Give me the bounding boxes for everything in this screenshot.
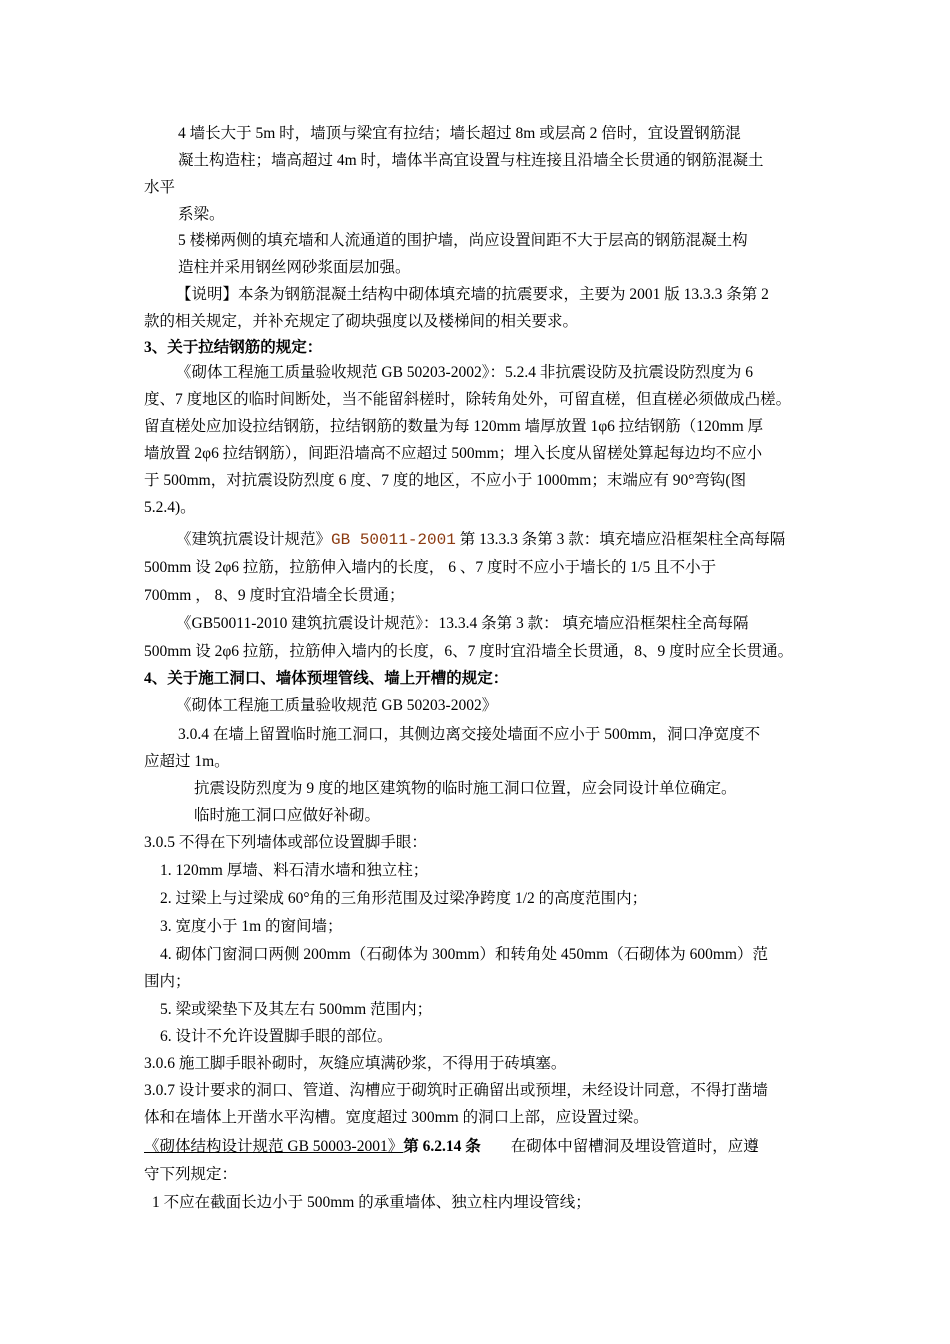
text-line: 临时施工洞口应做好补砌。 — [194, 807, 381, 824]
text-line: 系梁。 — [178, 206, 225, 223]
text-line: 应超过 1m。 — [144, 753, 230, 770]
text-line: 体和在墙体上开凿水平沟槽。宽度超过 300mm 的洞口上部，应设置过梁。 — [144, 1109, 649, 1126]
text-line: 抗震设防烈度为 9 度的地区建筑物的临时施工洞口位置，应会同设计单位确定。 — [194, 780, 737, 797]
list-item: 5. 梁或梁垫下及其左右 500mm 范围内； — [160, 1001, 433, 1018]
text-line: 于 500mm，对抗震设防烈度 6 度、7 度的地区，不应小于 1000mm；末端应有 90°弯钩(图 — [144, 472, 747, 489]
citation-text: 在砌体中留槽洞及埋设管道时，应遵 — [510, 1138, 759, 1155]
citation-title: 《建筑抗震设计规范》 — [176, 531, 332, 548]
code-reference: GB 50011-2001 — [331, 531, 456, 549]
text-line — [144, 1137, 759, 1157]
text-line: 500mm 设 2φ6 拉筋，拉筋伸入墙内的长度， 6 、7 度时不应小于墙长的 1/5 且不小于 — [144, 559, 717, 576]
text-line: 3.0.5 不得在下列墙体或部位设置脚手眼： — [144, 834, 427, 851]
list-item: 4. 砌体门窗洞口两侧 200mm（石砌体为 300mm）和转角处 450mm（石砌体为 600mm）范 — [160, 946, 768, 963]
section-heading: 4、关于施工洞口、墙体预埋管线、墙上开槽的规定： — [144, 670, 509, 687]
text-line: 5 楼梯两侧的填充墙和人流通道的围护墙，尚应设置间距不大于层高的钢筋混凝土构 — [178, 232, 748, 249]
text-line — [176, 530, 785, 550]
text-line: 4 墙长大于 5m 时，墙顶与梁宜有拉结；墙长超过 8m 或层高 2 倍时，宜设置钢筋混 — [178, 125, 741, 142]
text-line: 守下列规定： — [144, 1166, 238, 1183]
text-line: 水平 — [144, 179, 176, 196]
text-line: 度、7 度地区的临时间断处，当不能留斜槎时，除转角处外，可留直槎，但直槎必须做成凸槎。 — [144, 391, 792, 408]
citation-title: 《砌体结构设计规范 GB 50003-2001》 — [144, 1138, 404, 1155]
list-item: 2. 过梁上与过梁成 60°角的三角形范围及过梁净跨度 1/2 的高度范围内； — [160, 890, 648, 907]
text-line: 700mm ， 8、9 度时宜沿墙全长贯通； — [144, 587, 405, 604]
text-line: 3.0.7 设计要求的洞口、管道、沟槽应于砌筑时正确留出或预埋，未经设计同意，不得打凿墙 — [144, 1082, 768, 1099]
text-line: 3.0.4 在墙上留置临时施工洞口，其侧边离交接处墙面不应小于 500mm，洞口净宽度不 — [178, 726, 761, 743]
text-line: 3.0.6 施工脚手眼补砌时，灰缝应填满砂浆，不得用于砖填塞。 — [144, 1055, 567, 1072]
text-line: 留直槎处应加设拉结钢筋，拉结钢筋的数量为每 120mm 墙厚放置 1φ6 拉结钢筋（120mm 厚 — [144, 418, 764, 435]
text-line: 围内； — [144, 973, 191, 990]
text-line: 500mm 设 2φ6 拉筋，拉筋伸入墙内的长度，6、7 度时宜沿墙全长贯通，8、9 度时应全长贯通。 — [144, 643, 794, 660]
list-item: 1 不应在截面长边小于 500mm 的承重墙体、独立柱内埋设管线； — [152, 1194, 591, 1211]
list-item: 1. 120mm 厚墙、料石清水墙和独立柱； — [160, 862, 429, 879]
text-line: 凝土构造柱；墙高超过 4m 时，墙体半高宜设置与柱连接且沿墙全长贯通的钢筋混凝土 — [178, 152, 764, 169]
text-line: 墙放置 2φ6 拉结钢筋），间距沿墙高不应超过 500mm；埋入长度从留槎处算起每边均不应小 — [144, 445, 763, 462]
text-line: 【说明】本条为钢筋混凝土结构中砌体填充墙的抗震要求，主要为 2001 版 13.3.3 条第 2 — [176, 286, 769, 303]
text-line: 款的相关规定，并补充规定了砌块强度以及楼梯间的相关要求。 — [144, 313, 579, 330]
list-item: 3. 宽度小于 1m 的窗间墙； — [160, 918, 343, 935]
clause-number: 第 6.2.14 条 — [403, 1138, 481, 1155]
text-line: 《砌体工程施工质量验收规范 GB 50203-2002》 — [176, 697, 498, 714]
citation-text: 第 13.3.3 条第 3 款：填充墙应沿框架柱全高每隔 — [455, 531, 786, 548]
text-line: 《GB50011-2010 建筑抗震设计规范》：13.3.4 条第 3 款： 填充墙应沿框架柱全高每隔 — [176, 615, 749, 632]
text-line: 5.2.4)。 — [144, 499, 196, 516]
list-item: 6. 设计不允许设置脚手眼的部位。 — [160, 1028, 393, 1045]
section-heading: 3、关于拉结钢筋的规定： — [144, 339, 323, 356]
text-line: 《砌体工程施工质量验收规范 GB 50203-2002》：5.2.4 非抗震设防及抗震设防烈度为 6 — [176, 364, 753, 381]
text-line: 造柱并采用钢丝网砂浆面层加强。 — [178, 259, 411, 276]
